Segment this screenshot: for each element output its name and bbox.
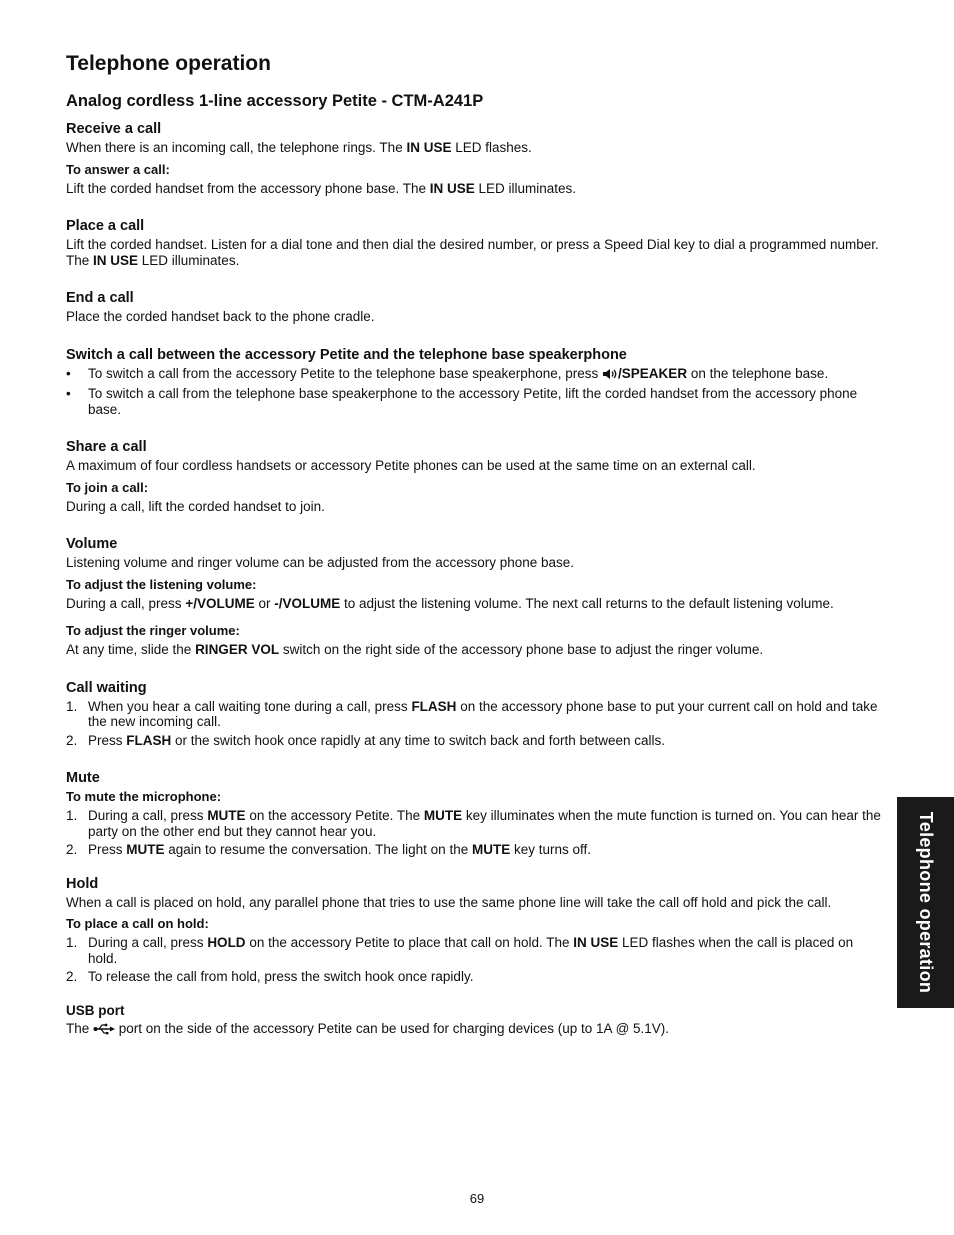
switch-list — [66, 366, 886, 418]
answer-paragraph: Lift the corded handset from the accessory phone base. The IN USE LED illuminates. — [66, 180, 577, 196]
heading-hold: Hold — [66, 875, 99, 892]
hold-list — [66, 935, 886, 985]
list-item: 2. Press FLASH or the switch hook once rapidly at any time to switch back and forth between calls. — [66, 732, 666, 748]
subheading-ringer-volume: To adjust the ringer volume: — [66, 623, 240, 638]
section-share-call — [66, 439, 886, 514]
heading-share-call: Share a call — [66, 439, 147, 455]
page-subtitle: Analog cordless 1-line accessory Petite - CTM-A241P — [66, 92, 484, 110]
list-item: 1. During a call, press HOLD on the accessory Petite to place that call on hold. The IN USE LED flashes when the call is placed on hold. — [66, 935, 854, 966]
place-paragraph: Lift the corded handset. Listen for a dial tone and then dial the desired number, or press a Speed Dial key to dial a programmed number. The IN USE LED illuminates. — [66, 237, 879, 268]
section-call-waiting — [66, 680, 886, 749]
heading-switch-call: Switch a call between the accessory Petite and the telephone base speakerphone — [66, 346, 627, 363]
list-item: 2. To release the call from hold, press the switch hook once rapidly. — [66, 969, 474, 984]
heading-volume: Volume — [66, 536, 118, 552]
ringer-volume-paragraph: At any time, slide the RINGER VOL switch on the right side of the accessory phone base to adjust the ringer volume. — [66, 642, 764, 657]
call-waiting-list — [66, 699, 886, 749]
subheading-join-call: To join a call: — [66, 479, 149, 495]
heading-mute: Mute — [66, 770, 100, 786]
page-title: Telephone operation — [66, 52, 271, 75]
listening-volume-paragraph: During a call, press +/VOLUME or -/VOLUME to adjust the listening volume. The next call returns to the default listening volume. — [66, 595, 834, 611]
subheading-mute-mic: To mute the microphone: — [66, 789, 222, 804]
section-usb-port — [66, 1003, 886, 1039]
section-end-call — [66, 290, 886, 325]
subheading-place-hold: To place a call on hold: — [66, 916, 209, 931]
section-mute — [66, 770, 886, 858]
mute-list — [66, 808, 886, 858]
list-item: 1. During a call, press MUTE on the accessory Petite. The MUTE key illuminates when the mute function is turned on. You can hear the party on the other end but they cannot hear you. — [66, 808, 881, 839]
page-number: 69 — [469, 1191, 485, 1206]
volume-paragraph: Listening volume and ringer volume can be adjusted from the accessory phone base. — [66, 555, 575, 570]
join-paragraph: During a call, lift the corded handset to join. — [66, 498, 325, 514]
side-tab — [897, 797, 954, 1008]
side-tab-label: Telephone operation — [916, 811, 937, 994]
section-volume — [66, 536, 886, 658]
list-item: 2. Press MUTE again to resume the conversation. The light on the MUTE key turns off. — [66, 842, 592, 857]
speaker-icon — [602, 368, 618, 384]
list-item: • To switch a call from the telephone base speakerphone to the accessory Petite, lift the corded handset from the accessory phone base. — [66, 386, 858, 417]
usb-paragraph: The port on the side of the accessory Petite can be used for charging devices (up to 1A @ 5.1V). — [66, 1021, 886, 1039]
list-item: 1. When you hear a call waiting tone during a call, press FLASH on the accessory phone base to put your current call on hold and take the new incoming call. — [66, 698, 878, 729]
heading-end-call: End a call — [66, 290, 134, 306]
page-content — [66, 52, 886, 1060]
section-receive-call — [66, 121, 886, 196]
heading-usb-port: USB port — [66, 1002, 125, 1018]
section-place-call — [66, 218, 886, 268]
section-hold — [66, 876, 886, 985]
heading-place-call: Place a call — [66, 218, 145, 234]
end-paragraph: Place the corded handset back to the phone cradle. — [66, 309, 375, 324]
subheading-listening-volume: To adjust the listening volume: — [66, 576, 257, 592]
heading-call-waiting: Call waiting — [66, 679, 147, 696]
hold-paragraph: When a call is placed on hold, any parallel phone that tries to use the same phone line will take the call off hold and pick the call. — [66, 894, 832, 910]
subheading-answer-call: To answer a call: — [66, 161, 170, 177]
usb-icon — [93, 1023, 115, 1039]
heading-receive-call: Receive a call — [66, 121, 162, 137]
receive-paragraph: When there is an incoming call, the telephone rings. The IN USE LED flashes. — [66, 140, 532, 155]
list-item: • To switch a call from the accessory Petite to the telephone base speakerphone, press /SPEAKER on the telephone base. — [66, 366, 886, 384]
section-switch-call — [66, 347, 886, 418]
share-paragraph: A maximum of four cordless handsets or accessory Petite phones can be used at the same time on an external call. — [66, 458, 756, 473]
